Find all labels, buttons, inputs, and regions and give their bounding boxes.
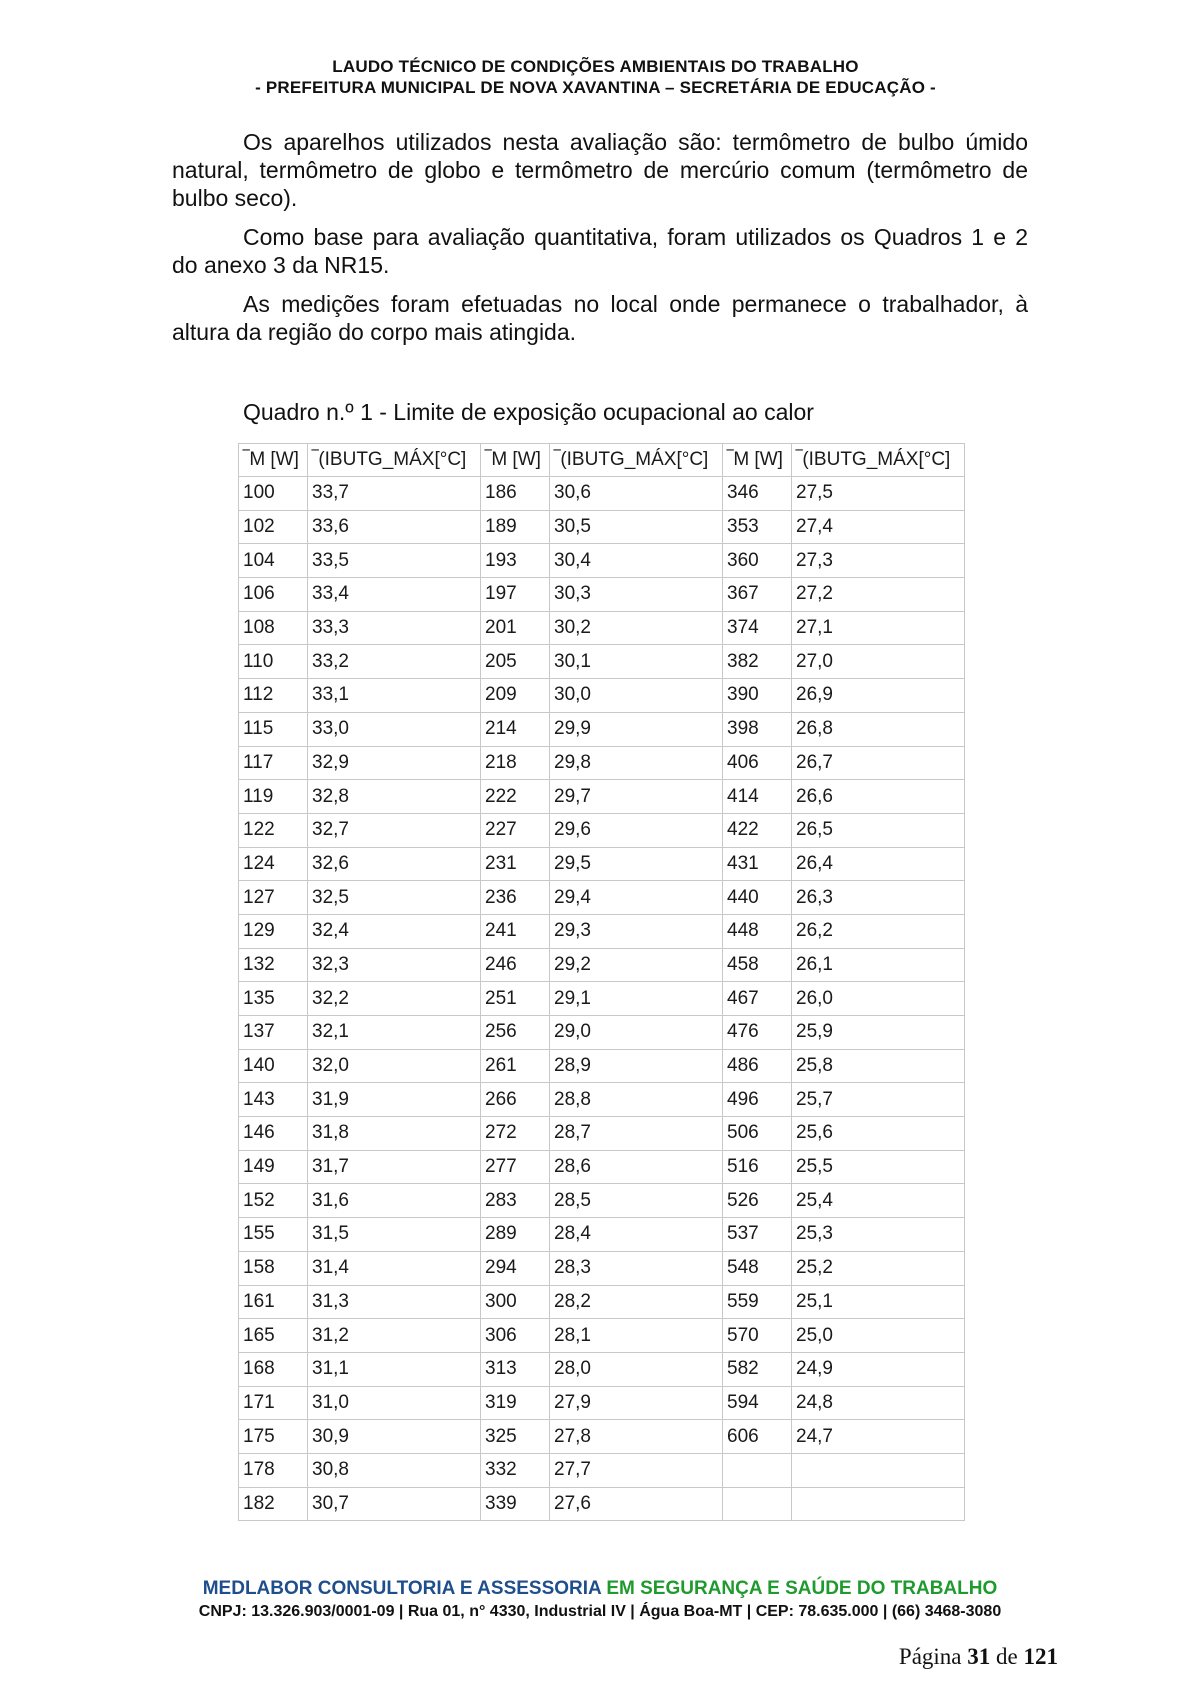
metabolic-rate-cell: 448 xyxy=(723,915,792,949)
metabolic-rate-cell: 236 xyxy=(481,881,550,915)
ibutg-max-cell: 28,4 xyxy=(550,1218,723,1252)
metabolic-rate-cell: 149 xyxy=(239,1151,308,1185)
metabolic-rate-cell: 414 xyxy=(723,780,792,814)
metabolic-rate-cell: 390 xyxy=(723,679,792,713)
ibutg-max-cell: 30,9 xyxy=(308,1420,481,1454)
ibutg-max-cell: 25,2 xyxy=(792,1252,965,1286)
ibutg-max-cell xyxy=(792,1454,965,1488)
ibutg-max-cell: 24,7 xyxy=(792,1420,965,1454)
ibutg-max-cell: 30,2 xyxy=(550,612,723,646)
ibutg-max-cell: 31,3 xyxy=(308,1286,481,1320)
table-row xyxy=(239,949,965,983)
page-label: Página xyxy=(898,1644,962,1669)
metabolic-rate-cell: 132 xyxy=(239,949,308,983)
table-row xyxy=(239,1319,965,1353)
ibutg-max-cell: 26,7 xyxy=(792,747,965,781)
ibutg-max-cell: 32,1 xyxy=(308,1016,481,1050)
metabolic-rate-cell: 129 xyxy=(239,915,308,949)
ibutg-max-cell: 25,9 xyxy=(792,1016,965,1050)
page-total: 121 xyxy=(1023,1644,1058,1669)
metabolic-rate-cell: 152 xyxy=(239,1184,308,1218)
table-row xyxy=(239,1488,965,1522)
metabolic-rate-cell: 458 xyxy=(723,949,792,983)
ibutg-max-cell: 32,6 xyxy=(308,848,481,882)
metabolic-rate-cell: 367 xyxy=(723,578,792,612)
document-footer xyxy=(0,1577,1191,1623)
footer-company-name: MEDLABOR CONSULTORIA E ASSESSORIA xyxy=(202,1578,602,1599)
ibutg-max-cell: 26,3 xyxy=(792,881,965,915)
ibutg-max-cell: 31,8 xyxy=(308,1117,481,1151)
ibutg-max-cell: 32,7 xyxy=(308,814,481,848)
table-row xyxy=(239,1050,965,1084)
ibutg-max-cell: 28,1 xyxy=(550,1319,723,1353)
ibutg-max-cell: 26,6 xyxy=(792,780,965,814)
metabolic-rate-cell: 496 xyxy=(723,1083,792,1117)
metabolic-rate-cell: 526 xyxy=(723,1184,792,1218)
footer-contact-info: CNPJ: 13.326.903/0001-09 | Rua 01, n° 4330, Industrial IV | Água Boa-MT | CEP: 78.635.000 | (66) 3468-3080 xyxy=(198,1603,1002,1620)
metabolic-rate-cell: 277 xyxy=(481,1151,550,1185)
ibutg-max-cell: 29,0 xyxy=(550,1016,723,1050)
metabolic-rate-cell: 241 xyxy=(481,915,550,949)
body-text xyxy=(172,128,1028,357)
ibutg-max-cell: 27,7 xyxy=(550,1454,723,1488)
ibutg-max-cell: 28,5 xyxy=(550,1184,723,1218)
metabolic-rate-cell: 155 xyxy=(239,1218,308,1252)
ibutg-max-cell: 32,3 xyxy=(308,949,481,983)
ibutg-max-cell: 28,3 xyxy=(550,1252,723,1286)
table-row xyxy=(239,1286,965,1320)
table-row xyxy=(239,1117,965,1151)
ibutg-max-cell: 30,5 xyxy=(550,511,723,545)
ibutg-max-cell: 28,6 xyxy=(550,1151,723,1185)
metabolic-rate-cell: 382 xyxy=(723,645,792,679)
table-row xyxy=(239,1151,965,1185)
ibutg-max-cell: 27,1 xyxy=(792,612,965,646)
ibutg-max-cell: 28,2 xyxy=(550,1286,723,1320)
page-number xyxy=(899,1644,1058,1670)
ibutg-max-cell: 25,6 xyxy=(792,1117,965,1151)
metabolic-rate-cell: 289 xyxy=(481,1218,550,1252)
table-row xyxy=(239,679,965,713)
metabolic-rate-cell: 106 xyxy=(239,578,308,612)
metabolic-rate-cell: 231 xyxy=(481,848,550,882)
metabolic-rate-cell: 186 xyxy=(481,477,550,511)
metabolic-rate-cell: 158 xyxy=(239,1252,308,1286)
header-cell: ‾(IBUTG_MÁX[°C] xyxy=(550,444,723,477)
table-row xyxy=(239,612,965,646)
metabolic-rate-cell: 119 xyxy=(239,780,308,814)
metabolic-rate-cell: 146 xyxy=(239,1117,308,1151)
metabolic-rate-cell xyxy=(723,1454,792,1488)
header-title: LAUDO TÉCNICO DE CONDIÇÕES AMBIENTAIS DO TRABALHO xyxy=(332,57,859,76)
metabolic-rate-cell: 135 xyxy=(239,982,308,1016)
table-row xyxy=(239,915,965,949)
metabolic-rate-cell: 193 xyxy=(481,544,550,578)
table-row xyxy=(239,511,965,545)
ibutg-max-cell: 26,4 xyxy=(792,848,965,882)
page-current: 31 xyxy=(967,1644,991,1669)
ibutg-max-cell: 32,9 xyxy=(308,747,481,781)
metabolic-rate-cell: 272 xyxy=(481,1117,550,1151)
metabolic-rate-cell: 189 xyxy=(481,511,550,545)
metabolic-rate-cell: 306 xyxy=(481,1319,550,1353)
table-row xyxy=(239,1083,965,1117)
ibutg-max-cell: 29,6 xyxy=(550,814,723,848)
metabolic-rate-cell: 165 xyxy=(239,1319,308,1353)
metabolic-rate-cell: 422 xyxy=(723,814,792,848)
ibutg-max-cell: 26,9 xyxy=(792,679,965,713)
ibutg-max-cell: 31,2 xyxy=(308,1319,481,1353)
header-cell: ‾(IBUTG_MÁX[°C] xyxy=(792,444,965,477)
table-row xyxy=(239,713,965,747)
header-subtitle: - PREFEITURA MUNICIPAL DE NOVA XAVANTINA – SECRETÁRIA DE EDUCAÇÃO - xyxy=(255,78,936,97)
table-row xyxy=(239,982,965,1016)
ibutg-max-cell: 31,4 xyxy=(308,1252,481,1286)
ibutg-max-cell: 24,9 xyxy=(792,1353,965,1387)
ibutg-max-cell: 31,7 xyxy=(308,1151,481,1185)
ibutg-max-cell: 25,3 xyxy=(792,1218,965,1252)
ibutg-max-cell: 30,4 xyxy=(550,544,723,578)
ibutg-max-cell: 28,9 xyxy=(550,1050,723,1084)
table-header-row xyxy=(239,444,965,477)
metabolic-rate-cell: 486 xyxy=(723,1050,792,1084)
ibutg-max-cell: 29,7 xyxy=(550,780,723,814)
ibutg-max-cell: 26,2 xyxy=(792,915,965,949)
ibutg-max-cell: 31,0 xyxy=(308,1387,481,1421)
table-row xyxy=(239,848,965,882)
table-row xyxy=(239,814,965,848)
table-row xyxy=(239,1454,965,1488)
metabolic-rate-cell: 197 xyxy=(481,578,550,612)
metabolic-rate-cell: 246 xyxy=(481,949,550,983)
ibutg-max-cell: 24,8 xyxy=(792,1387,965,1421)
ibutg-max-cell: 32,2 xyxy=(308,982,481,1016)
metabolic-rate-cell: 178 xyxy=(239,1454,308,1488)
metabolic-rate-cell: 102 xyxy=(239,511,308,545)
table-row xyxy=(239,1218,965,1252)
ibutg-max-cell: 25,4 xyxy=(792,1184,965,1218)
metabolic-rate-cell: 104 xyxy=(239,544,308,578)
metabolic-rate-cell: 266 xyxy=(481,1083,550,1117)
metabolic-rate-cell: 122 xyxy=(239,814,308,848)
ibutg-max-cell: 32,8 xyxy=(308,780,481,814)
metabolic-rate-cell: 214 xyxy=(481,713,550,747)
metabolic-rate-cell: 251 xyxy=(481,982,550,1016)
ibutg-max-cell: 25,8 xyxy=(792,1050,965,1084)
ibutg-max-cell xyxy=(792,1488,965,1522)
metabolic-rate-cell: 143 xyxy=(239,1083,308,1117)
header-cell: ‾M [W] xyxy=(481,444,550,477)
ibutg-max-cell: 33,6 xyxy=(308,511,481,545)
table-row xyxy=(239,1184,965,1218)
metabolic-rate-cell: 374 xyxy=(723,612,792,646)
ibutg-max-cell: 26,1 xyxy=(792,949,965,983)
table-row xyxy=(239,578,965,612)
table-caption: Quadro n.º 1 - Limite de exposição ocupacional ao calor xyxy=(243,399,814,425)
table-row xyxy=(239,747,965,781)
table-row xyxy=(239,477,965,511)
metabolic-rate-cell: 360 xyxy=(723,544,792,578)
ibutg-max-cell: 33,2 xyxy=(308,645,481,679)
metabolic-rate-cell: 108 xyxy=(239,612,308,646)
metabolic-rate-cell: 476 xyxy=(723,1016,792,1050)
header-cell: ‾(IBUTG_MÁX[°C] xyxy=(308,444,481,477)
metabolic-rate-cell: 440 xyxy=(723,881,792,915)
metabolic-rate-cell: 140 xyxy=(239,1050,308,1084)
page-of: de xyxy=(996,1644,1018,1669)
ibutg-max-cell: 31,6 xyxy=(308,1184,481,1218)
paragraph-base: Como base para avaliação quantitativa, foram utilizados os Quadros 1 e 2 do anexo 3 da NR15. xyxy=(172,224,1028,278)
ibutg-max-cell: 30,0 xyxy=(550,679,723,713)
ibutg-max-cell: 28,7 xyxy=(550,1117,723,1151)
metabolic-rate-cell: 182 xyxy=(239,1488,308,1522)
metabolic-rate-cell: 346 xyxy=(723,477,792,511)
metabolic-rate-cell: 124 xyxy=(239,848,308,882)
metabolic-rate-cell: 606 xyxy=(723,1420,792,1454)
table-row xyxy=(239,1353,965,1387)
metabolic-rate-cell: 100 xyxy=(239,477,308,511)
ibutg-max-cell: 33,4 xyxy=(308,578,481,612)
metabolic-rate-cell: 171 xyxy=(239,1387,308,1421)
metabolic-rate-cell: 332 xyxy=(481,1454,550,1488)
table-row xyxy=(239,780,965,814)
ibutg-max-cell: 27,0 xyxy=(792,645,965,679)
ibutg-max-cell: 28,0 xyxy=(550,1353,723,1387)
ibutg-max-cell: 29,8 xyxy=(550,747,723,781)
table-body xyxy=(239,477,965,1521)
ibutg-max-cell: 30,8 xyxy=(308,1454,481,1488)
metabolic-rate-cell: 127 xyxy=(239,881,308,915)
table-row xyxy=(239,1252,965,1286)
table-row xyxy=(239,881,965,915)
metabolic-rate-cell: 594 xyxy=(723,1387,792,1421)
ibutg-max-cell: 27,4 xyxy=(792,511,965,545)
ibutg-max-cell: 30,6 xyxy=(550,477,723,511)
ibutg-max-cell: 29,5 xyxy=(550,848,723,882)
table-row xyxy=(239,544,965,578)
ibutg-max-cell: 27,8 xyxy=(550,1420,723,1454)
ibutg-max-cell: 33,3 xyxy=(308,612,481,646)
ibutg-max-cell: 27,3 xyxy=(792,544,965,578)
metabolic-rate-cell: 175 xyxy=(239,1420,308,1454)
ibutg-max-cell: 29,3 xyxy=(550,915,723,949)
ibutg-max-cell: 29,4 xyxy=(550,881,723,915)
ibutg-max-cell: 25,7 xyxy=(792,1083,965,1117)
metabolic-rate-cell: 431 xyxy=(723,848,792,882)
ibutg-max-cell: 27,2 xyxy=(792,578,965,612)
ibutg-max-cell: 25,1 xyxy=(792,1286,965,1320)
metabolic-rate-cell: 353 xyxy=(723,511,792,545)
document-header xyxy=(0,56,1191,98)
ibutg-max-cell: 33,0 xyxy=(308,713,481,747)
ibutg-max-cell: 33,1 xyxy=(308,679,481,713)
ibutg-max-cell: 33,5 xyxy=(308,544,481,578)
metabolic-rate-cell: 201 xyxy=(481,612,550,646)
metabolic-rate-cell: 218 xyxy=(481,747,550,781)
metabolic-rate-cell: 325 xyxy=(481,1420,550,1454)
ibutg-max-cell: 25,0 xyxy=(792,1319,965,1353)
ibutg-max-cell: 30,7 xyxy=(308,1488,481,1522)
metabolic-rate-cell: 406 xyxy=(723,747,792,781)
metabolic-rate-cell: 559 xyxy=(723,1286,792,1320)
metabolic-rate-cell: 117 xyxy=(239,747,308,781)
metabolic-rate-cell: 582 xyxy=(723,1353,792,1387)
metabolic-rate-cell: 227 xyxy=(481,814,550,848)
metabolic-rate-cell: 137 xyxy=(239,1016,308,1050)
metabolic-rate-cell: 548 xyxy=(723,1252,792,1286)
ibutg-max-cell: 28,8 xyxy=(550,1083,723,1117)
metabolic-rate-cell: 570 xyxy=(723,1319,792,1353)
metabolic-rate-cell: 294 xyxy=(481,1252,550,1286)
ibutg-max-cell: 27,9 xyxy=(550,1387,723,1421)
metabolic-rate-cell: 110 xyxy=(239,645,308,679)
footer-company xyxy=(0,1577,1191,1601)
ibutg-max-cell: 26,8 xyxy=(792,713,965,747)
table-row xyxy=(239,1016,965,1050)
metabolic-rate-cell: 222 xyxy=(481,780,550,814)
metabolic-rate-cell: 319 xyxy=(481,1387,550,1421)
metabolic-rate-cell: 398 xyxy=(723,713,792,747)
metabolic-rate-cell: 168 xyxy=(239,1353,308,1387)
ibutg-max-cell: 30,1 xyxy=(550,645,723,679)
metabolic-rate-cell: 115 xyxy=(239,713,308,747)
metabolic-rate-cell: 209 xyxy=(481,679,550,713)
ibutg-max-cell: 32,4 xyxy=(308,915,481,949)
metabolic-rate-cell: 261 xyxy=(481,1050,550,1084)
metabolic-rate-cell: 339 xyxy=(481,1488,550,1522)
ibutg-max-cell: 32,5 xyxy=(308,881,481,915)
ibutg-max-cell: 31,5 xyxy=(308,1218,481,1252)
paragraph-instruments: Os aparelhos utilizados nesta avaliação são: termômetro de bulbo úmido natural, termômetro de globo e termômetro de mercúrio comum (termômetro de bulbo seco). xyxy=(172,129,1028,211)
ibutg-max-cell: 30,3 xyxy=(550,578,723,612)
ibutg-max-cell: 26,5 xyxy=(792,814,965,848)
paragraph-measurements: As medições foram efetuadas no local onde permanece o trabalhador, à altura da região do corpo mais atingida. xyxy=(172,291,1028,345)
ibutg-max-cell: 32,0 xyxy=(308,1050,481,1084)
table-row xyxy=(239,1387,965,1421)
header-cell: ‾M [W] xyxy=(723,444,792,477)
metabolic-rate-cell: 283 xyxy=(481,1184,550,1218)
metabolic-rate-cell: 256 xyxy=(481,1016,550,1050)
metabolic-rate-cell: 467 xyxy=(723,982,792,1016)
exposure-limit-table xyxy=(238,443,965,1521)
ibutg-max-cell: 27,5 xyxy=(792,477,965,511)
metabolic-rate-cell: 300 xyxy=(481,1286,550,1320)
ibutg-max-cell: 29,1 xyxy=(550,982,723,1016)
table-row xyxy=(239,645,965,679)
metabolic-rate-cell: 506 xyxy=(723,1117,792,1151)
ibutg-max-cell: 29,9 xyxy=(550,713,723,747)
ibutg-max-cell: 29,2 xyxy=(550,949,723,983)
metabolic-rate-cell xyxy=(723,1488,792,1522)
ibutg-max-cell: 33,7 xyxy=(308,477,481,511)
ibutg-max-cell: 26,0 xyxy=(792,982,965,1016)
header-cell: ‾M [W] xyxy=(239,444,308,477)
metabolic-rate-cell: 313 xyxy=(481,1353,550,1387)
metabolic-rate-cell: 537 xyxy=(723,1218,792,1252)
ibutg-max-cell: 27,6 xyxy=(550,1488,723,1522)
ibutg-max-cell: 25,5 xyxy=(792,1151,965,1185)
metabolic-rate-cell: 205 xyxy=(481,645,550,679)
metabolic-rate-cell: 112 xyxy=(239,679,308,713)
table-row xyxy=(239,1420,965,1454)
ibutg-max-cell: 31,1 xyxy=(308,1353,481,1387)
metabolic-rate-cell: 161 xyxy=(239,1286,308,1320)
footer-company-area: EM SEGURANÇA E SAÚDE DO TRABALHO xyxy=(606,1578,998,1599)
ibutg-max-cell: 31,9 xyxy=(308,1083,481,1117)
metabolic-rate-cell: 516 xyxy=(723,1151,792,1185)
